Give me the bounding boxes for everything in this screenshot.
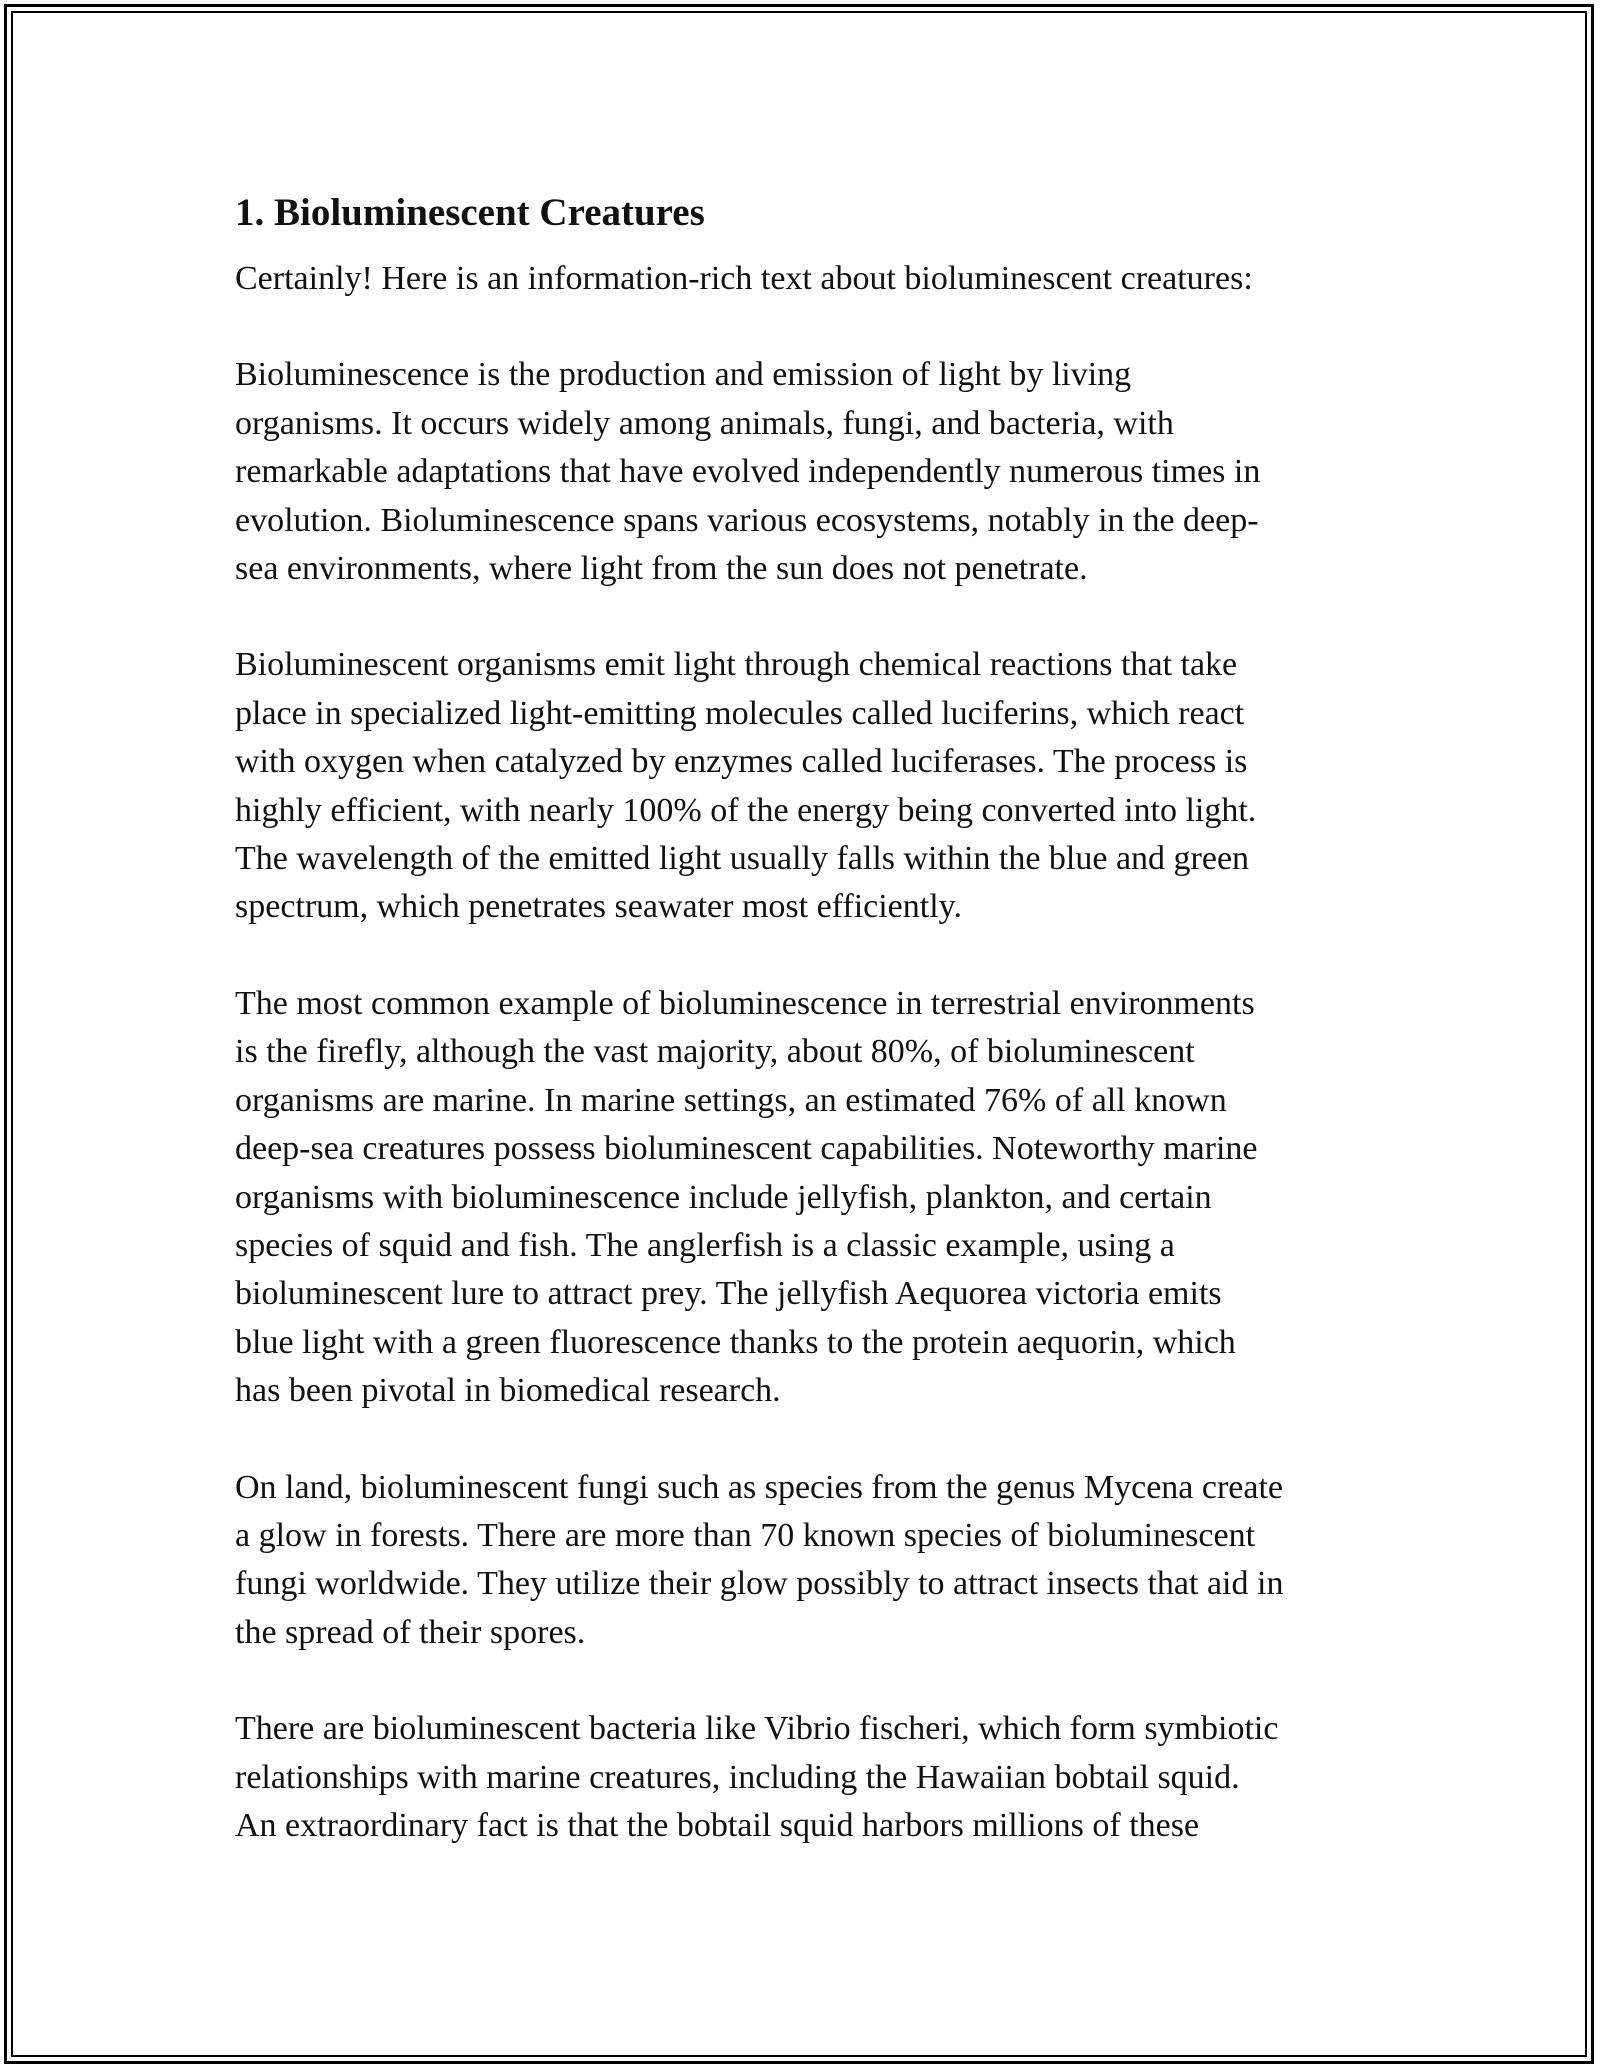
paragraph-line: On land, bioluminescent fungi such as species from the genus Mycena create (235, 1468, 1284, 1506)
document-body (235, 185, 1385, 1898)
paragraph-line: bioluminescent lure to attract prey. The jellyfish Aequorea victoria emits (235, 1275, 1222, 1313)
paragraph-line: Certainly! Here is an information-rich text about bioluminescent creatures: (235, 260, 1253, 297)
paragraph-line: relationships with marine creatures, including the Hawaiian bobtail squid. (235, 1758, 1240, 1796)
paragraph-line: The most common example of bioluminescence in terrestrial environments (235, 984, 1255, 1022)
paragraph-line: An extraordinary fact is that the bobtail squid harbors millions of these (235, 1806, 1200, 1844)
chemistry-paragraph (235, 641, 1385, 931)
paragraph-line: has been pivotal in biomedical research. (235, 1372, 781, 1410)
paragraph-line: with oxygen when catalyzed by enzymes called luciferases. The process is (235, 743, 1248, 781)
paragraph-line: deep-sea creatures possess bioluminescent capabilities. Noteworthy marine (235, 1130, 1258, 1168)
paragraph-line: The wavelength of the emitted light usually falls within the blue and green (235, 840, 1250, 878)
fungi-paragraph (235, 1464, 1385, 1658)
paragraph-line: organisms. It occurs widely among animals, fungi, and bacteria, with (235, 404, 1174, 442)
paragraph-line: blue light with a green fluorescence thanks to the protein aequorin, which (235, 1323, 1236, 1361)
paragraph-line: sea environments, where light from the sun does not penetrate. (235, 550, 1088, 588)
paragraph-line: There are bioluminescent bacteria like Vibrio fischeri, which form symbiotic (235, 1710, 1279, 1748)
paragraph-line: species of squid and fish. The anglerfish is a classic example, using a (235, 1226, 1175, 1264)
paragraph-line: spectrum, which penetrates seawater most efficiently. (235, 888, 962, 926)
intro-paragraph (235, 255, 1385, 303)
paragraph-line: Bioluminescence is the production and emission of light by living (235, 356, 1132, 394)
paragraph-line: fungi worldwide. They utilize their glow possibly to attract insects that aid in (235, 1565, 1284, 1603)
paragraph-line: remarkable adaptations that have evolved independently numerous times in (235, 453, 1261, 491)
paragraph-line: is the firefly, although the vast majority, about 80%, of bioluminescent (235, 1033, 1195, 1071)
paragraph-line: organisms with bioluminescence include jellyfish, plankton, and certain (235, 1178, 1212, 1216)
examples-paragraph (235, 980, 1385, 1416)
paragraph-line: place in specialized light-emitting molecules called luciferins, which react (235, 694, 1245, 732)
definition-paragraph (235, 351, 1385, 593)
bacteria-paragraph (235, 1705, 1385, 1850)
paragraph-line: the spread of their spores. (235, 1613, 586, 1651)
paragraph-line: Bioluminescent organisms emit light through chemical reactions that take (235, 646, 1238, 684)
paragraph-line: highly efficient, with nearly 100% of the energy being converted into light. (235, 791, 1257, 829)
paragraph-line: evolution. Bioluminescence spans various ecosystems, notably in the deep- (235, 501, 1259, 539)
paragraph-line: a glow in forests. There are more than 70 known species of bioluminescent (235, 1516, 1256, 1554)
paragraph-line: organisms are marine. In marine settings, an estimated 76% of all known (235, 1081, 1227, 1119)
section-heading: 1. Bioluminescent Creatures (235, 191, 705, 234)
